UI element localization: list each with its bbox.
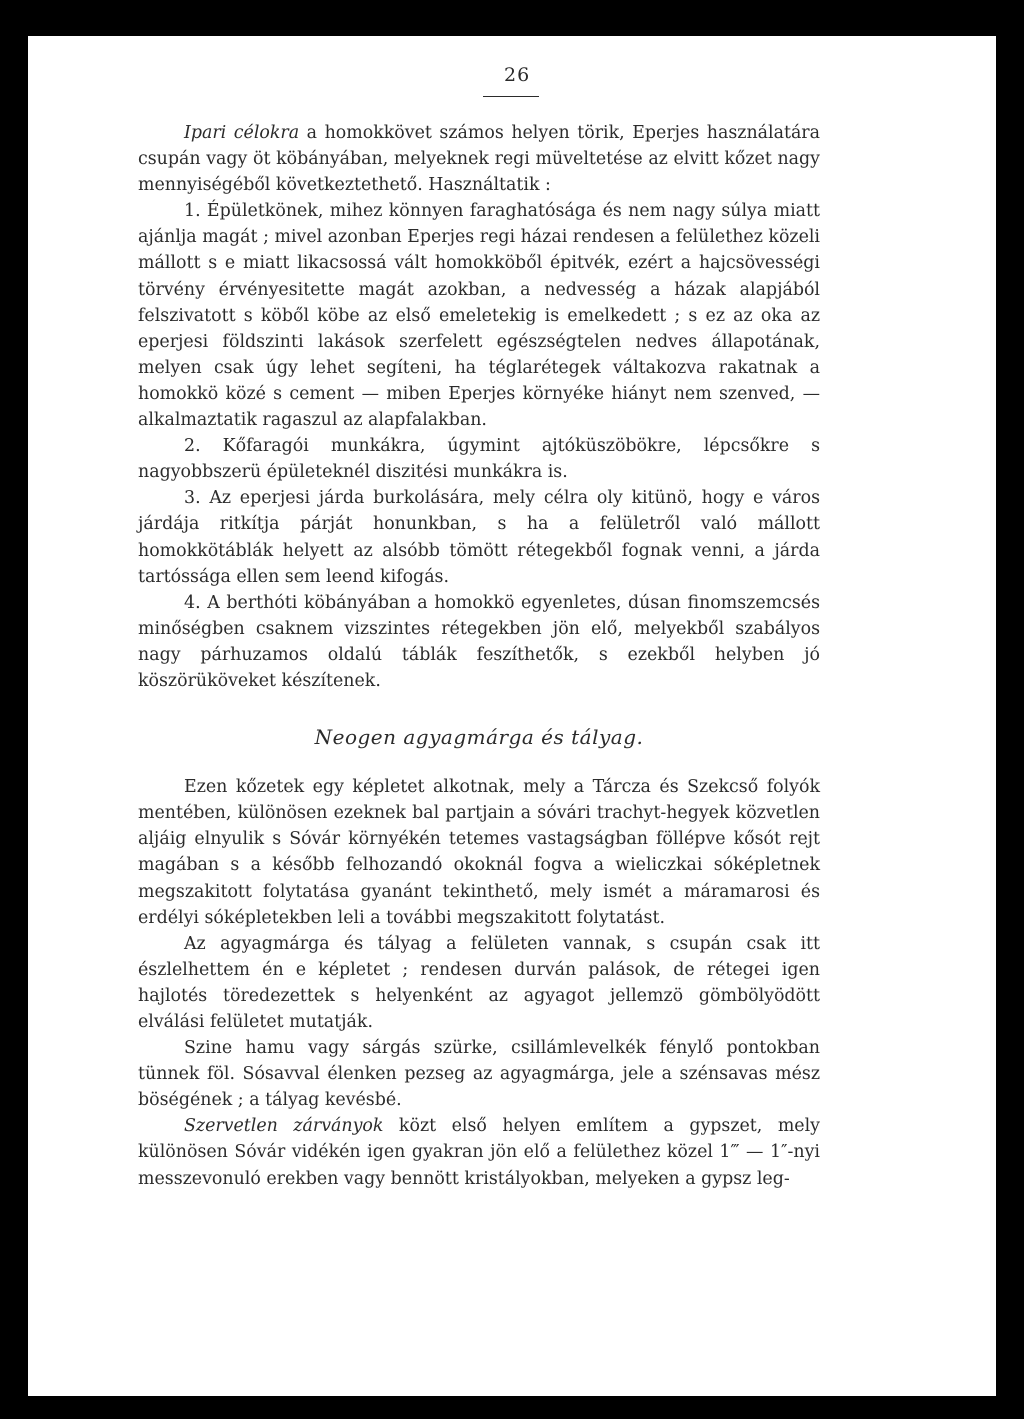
paragraph-text: Ezen kőzetek egy képletet alkotnak, mely a Tárcza és Szekcső folyók mentében, különösen ezeknek bal partjain a sóvári trachyt-hegyek közvetlen aljáig elnyulik s Sóvár környékén tetemes vastagságban föllépve kősót rejt magában s a később felhozandó okoknál fogva a wieliczkai sóképletnek megszakitott folytatása gyanánt tekinthető, mely ismét a máramarosi és erdélyi sóképletekben leli a további megszakitott folytatást.	[138, 777, 820, 928]
paragraph-text: Szine hamu vagy sárgás szürke, csillámlevelkék fénylő pontokban tünnek föl. Sósavval élenken pezseg az agyagmárga, jele a szénsavas mész böségének ; a tályag kevésbé.	[138, 1038, 820, 1111]
book-page	[28, 36, 996, 1396]
page-number: 26	[504, 64, 531, 86]
paragraph	[138, 120, 820, 198]
paragraph	[138, 1113, 820, 1191]
paragraph	[138, 774, 820, 931]
paragraph-text: 1. Épületkönek, mihez könnyen faraghatósága és nem nagy súlya miatt ajánlja magát ; mivel azonban Eperjes regi házai rendesen a felülethez közeli mállott s e miatt likacsossá vált homokköből épitvék, ezért a hajcsövességi törvény érvényesitette magát azokban, a nedvesség a házak alapjából felszivatott s köből köbe az első emeletekig is emelkedett ; s ez az oka az eperjesi földszinti lakások szerfelett egészségtelen nedves állapotának, melyen csak úgy lehet segíteni, ha téglarétegek váltakozva rakatnak a homokkö közé s cement — miben Eperjes környéke hiányt nem szenved, — alkalmaztatik ragaszul az alapfalakban.	[138, 201, 820, 431]
paragraph-text: 2. Kőfaragói munkákra, úgymint ajtóküszöbökre, lépcsőkre s nagyobbszerü épületeknél diszitési munkákra is.	[138, 436, 820, 483]
paragraph	[138, 590, 820, 694]
paragraph	[138, 433, 820, 485]
section-heading: Neogen agyagmárga és tályag.	[314, 725, 644, 750]
paragraph	[138, 931, 820, 1035]
paragraph-text: 4. A berthóti köbányában a homokkö egyenletes, dúsan finomszemcsés minőségben csaknem vizszintes rétegekben jön elő, melyekből szabályos nagy párhuzamos oldalú táblák feszíthetők, s ezekből helyben jó köszörüköveket készítenek.	[138, 592, 820, 691]
paragraph-text: közt első helyen említem a gypszet, mely különösen Sóvár vidékén igen gyakran jön elő a felülethez közel 1‴ — 1″-nyi messzevonuló erekben vagy bennött kristályokban, melyeken a gypsz leg-	[138, 1116, 820, 1189]
paragraph-text: 3. Az eperjesi járda burkolására, mely célra oly kitünö, hogy e város járdája ritkítja párját honunkban, s ha a felületről való mállott homokkötáblák helyett az alsóbb tömött rétegekből fognak venni, a járda tartóssága ellen sem leend kifogás.	[138, 488, 820, 587]
body-text	[138, 120, 820, 1192]
paragraph-text: Az agyagmárga és tályag a felületen vannak, s csupán csak itt észlelhettem én e képletet ; rendesen durván palások, de rétegei igen hajlotés töredezettek s helyenként az agyagot jellemzö gömbölyödött elválási felületet mutatják.	[138, 933, 820, 1032]
paragraph-text: a homokkövet számos helyen törik, Eperjes használatára csupán vagy öt köbányában, melyeknek regi müveltetése az elvitt kőzet nagy mennyiségéből következtethető. Használtatik :	[138, 123, 820, 196]
paragraph	[138, 198, 820, 433]
italic-lead: Ipari célokra	[184, 123, 300, 143]
paragraph	[138, 485, 820, 589]
italic-lead: Szervetlen zárványok	[184, 1116, 384, 1137]
page-number-rule	[483, 96, 539, 97]
paragraphs-before-heading	[138, 120, 820, 694]
paragraph	[138, 1035, 820, 1113]
paragraphs-after-heading	[138, 774, 820, 1192]
